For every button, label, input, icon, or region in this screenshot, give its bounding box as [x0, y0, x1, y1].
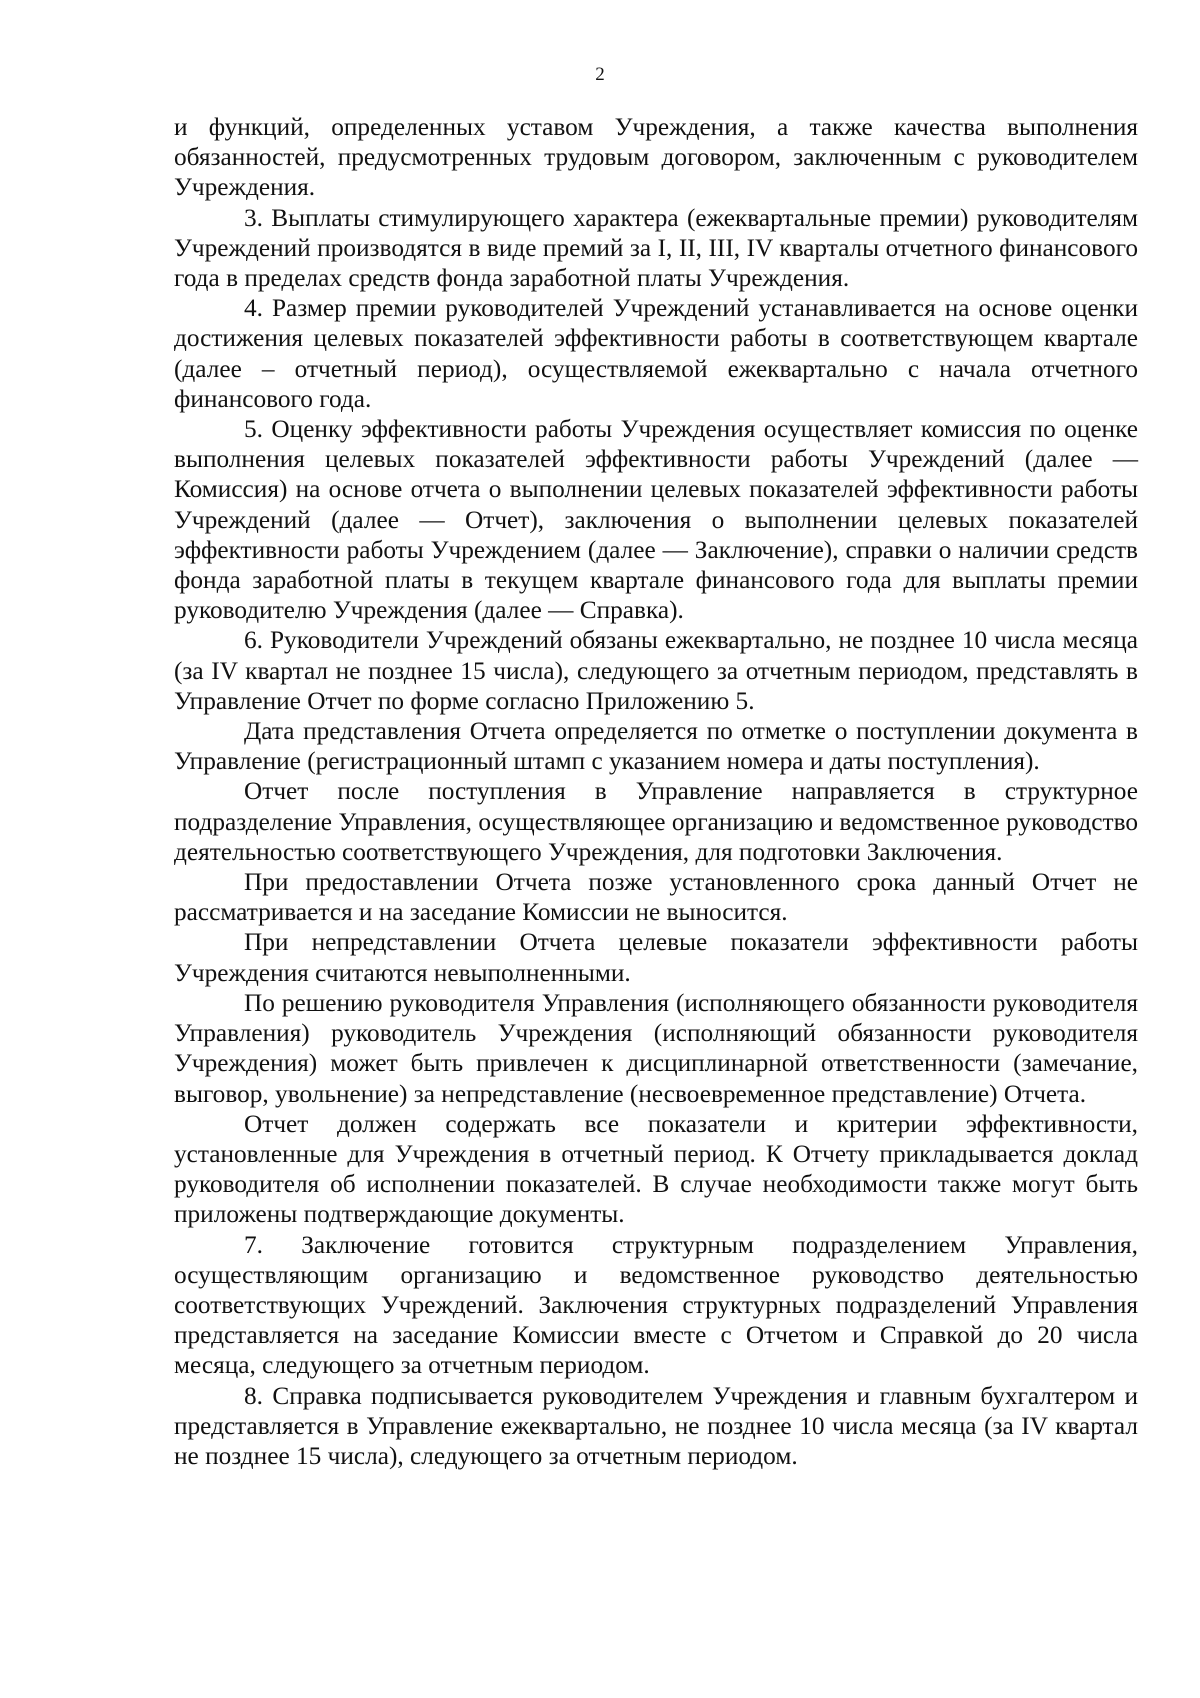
- paragraph-late-report: При предоставлении Отчета позже установленного срока данный Отчет не рассматривается и на заседание Комиссии не выносится.: [174, 868, 1138, 927]
- paragraph-missing-report: При непредставлении Отчета целевые показатели эффективности работы Учреждения считаются невыполненными.: [174, 928, 1138, 987]
- document-body: [174, 112, 1138, 1471]
- paragraph-report-date: Дата представления Отчета определяется по отметке о поступлении документа в Управление (регистрационный штамп с указанием номера и даты поступления).: [174, 717, 1138, 776]
- paragraph-disciplinary: По решению руководителя Управления (исполняющего обязанности руководителя Управления) руководитель Учреждения (исполняющий обязанности руководителя Учреждения) может быть привлечен к дисциплинарной ответственности (замечание, выговор, увольнение) за непредставление (несвоевременное представление) Отчета.: [174, 988, 1138, 1108]
- paragraph-continuation: и функций, определенных уставом Учреждения, а также качества выполнения обязанностей, предусмотренных трудовым договором, заключенным с руководителем Учреждения.: [174, 113, 1138, 202]
- paragraph-item-3: 3. Выплаты стимулирующего характера (ежеквартальные премии) руководителям Учреждений производятся в виде премий за I, II, III, IV кварталы отчетного финансового года в пределах средств фонда заработной платы Учреждения.: [174, 203, 1138, 293]
- paragraph-report-routing: Отчет после поступления в Управление направляется в структурное подразделение Управления, осуществляющее организацию и ведомственное руководство деятельностью соответствующего Учреждения, для подготовки Заключения.: [174, 777, 1138, 866]
- paragraph-report-contents: Отчет должен содержать все показатели и критерии эффективности, установленные для Учреждения в отчетный период. К Отчету прикладывается доклад руководителя об исполнении показателей. В случае необходимости также могут быть приложены подтверждающие документы.: [174, 1109, 1138, 1229]
- paragraph-item-6: 6. Руководители Учреждений обязаны ежеквартально, не позднее 10 числа месяца (за IV квартал не позднее 15 числа), следующего за отчетным периодом, представлять в Управление Отчет по форме согласно Приложению 5.: [174, 626, 1138, 715]
- paragraph-item-8: 8. Справка подписывается руководителем Учреждения и главным бухгалтером и представляется в Управление ежеквартально, не позднее 10 числа месяца (за IV квартал не позднее 15 числа), следующего за отчетным периодом.: [174, 1381, 1138, 1470]
- paragraph-item-4: 4. Размер премии руководителей Учреждений устанавливается на основе оценки достижения целевых показателей эффективности работы в соответствующем квартале (далее – отчетный период), осуществляемой ежеквартально с начала отчетного финансового года.: [174, 294, 1138, 413]
- page-number: 2: [595, 64, 605, 85]
- paragraph-item-5: 5. Оценку эффективности работы Учреждения осуществляет комиссия по оценке выполнения целевых показателей эффективности работы Учреждений (далее — Комиссия) на основе отчета о выполнении целевых показателей эффективности работы Учреждений (далее — Отчет), заключения о выполнении целевых показателей эффективности работы Учреждением (далее — Заключение), справки о наличии средств фонда заработной платы в текущем квартале финансового года для выплаты премии руководителю Учреждения (далее — Справка).: [174, 415, 1138, 625]
- paragraph-item-7: 7. Заключение готовится структурным подразделением Управления, осуществляющим организацию и ведомственное руководство деятельностью соответствующих Учреждений. Заключения структурных подразделений Управления представляется на заседание Комиссии вместе с Отчетом и Справкой до 20 числа месяца, следующего за отчетным периодом.: [174, 1230, 1138, 1380]
